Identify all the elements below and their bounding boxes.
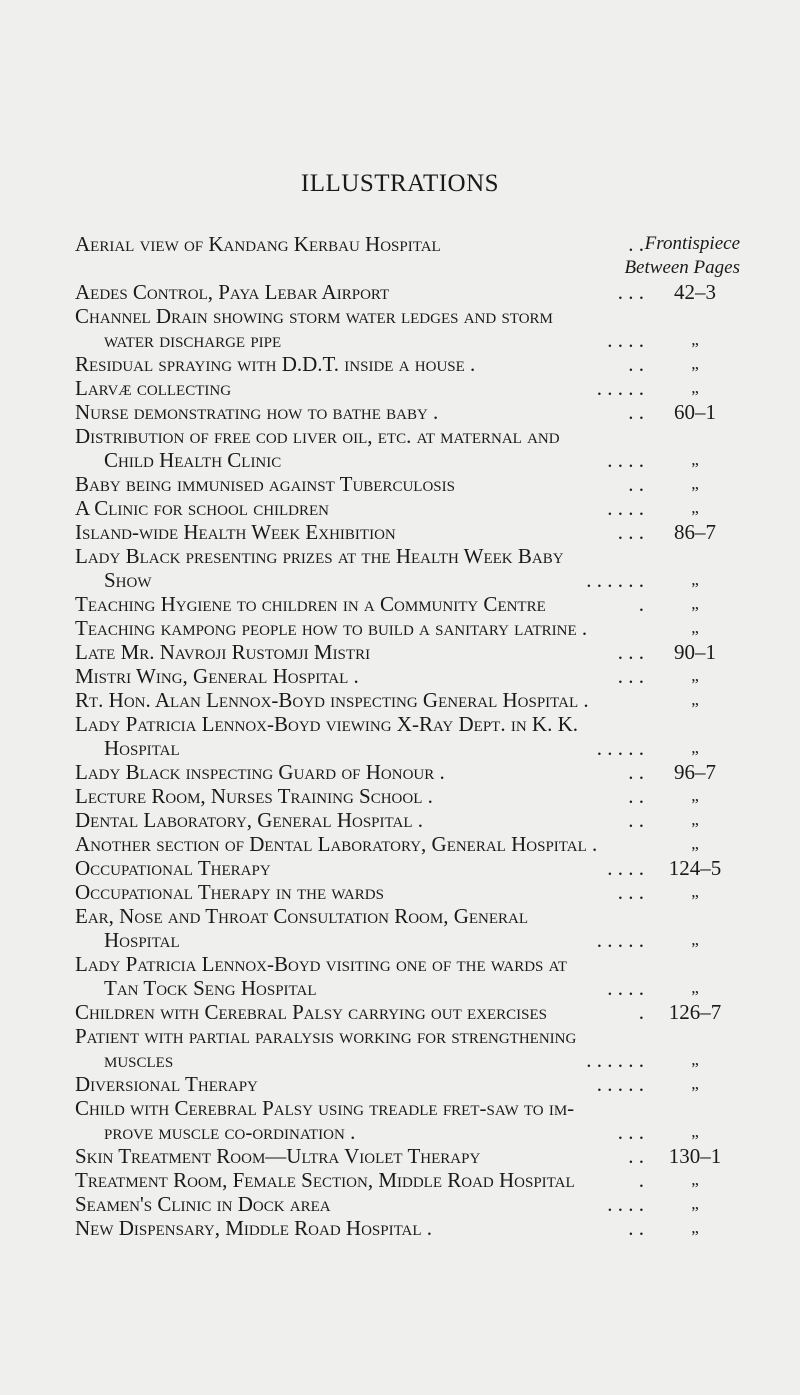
list-item [75, 808, 740, 832]
dot-leader: . . [628, 1216, 644, 1240]
entry-title-line: Child Health Clinic [104, 448, 282, 472]
page-reference: „ [691, 1194, 699, 1213]
entry-title-line: Nurse demonstrating how to bathe baby . [75, 400, 439, 424]
page-reference: „ [691, 450, 699, 469]
list-item [75, 784, 740, 808]
dot-leader: . . . . . . [586, 568, 644, 592]
dot-leader: . . . . [607, 976, 644, 1000]
entry-title-line: New Dispensary, Middle Road Hospital . [75, 1216, 433, 1240]
entry-title-line: Island-wide Health Week Exhibition [75, 520, 396, 544]
page-reference: 42–3 [674, 280, 716, 304]
list-item [75, 400, 740, 424]
entry-title-line: Late Mr. Navroji Rustomji Mistri [75, 640, 371, 664]
between-pages-label: Between Pages [624, 257, 740, 278]
entry-title-line: Child with Cerebral Palsy using treadle fret-saw to im- [75, 1096, 575, 1120]
entry-title-line: Ear, Nose and Throat Consultation Room, General [75, 904, 529, 928]
entry-title-line: Show [104, 568, 152, 592]
entry-title-line: Teaching Hygiene to children in a Community Centre [75, 592, 546, 616]
page-reference: „ [691, 354, 699, 373]
list-item [75, 496, 740, 520]
list-item [75, 352, 740, 376]
dot-leader: . . . [617, 1120, 644, 1144]
dot-leader: . . . . . [596, 736, 644, 760]
dot-leader: . . [628, 1144, 644, 1168]
page-reference: „ [691, 498, 699, 517]
list-item [75, 856, 740, 880]
entry-title-line: Children with Cerebral Palsy carrying out exercises [75, 1000, 548, 1024]
page-reference: 86–7 [674, 520, 716, 544]
page-reference: „ [691, 474, 699, 493]
dot-leader: . . [628, 352, 644, 376]
page-reference: „ [691, 378, 699, 397]
page-reference: „ [691, 330, 699, 349]
dot-leader: . . . . [607, 448, 644, 472]
list-item [75, 424, 740, 472]
entry-title-line: A Clinic for school children [75, 496, 330, 520]
entry-title-line: Lady Patricia Lennox-Boyd visiting one of the wards at [75, 952, 567, 976]
list-item [75, 592, 740, 616]
list-item [75, 1168, 740, 1192]
dot-leader: . . [628, 808, 644, 832]
list-item [75, 616, 740, 640]
entry-title-line: Lecture Room, Nurses Training School . [75, 784, 433, 808]
page-reference: „ [691, 618, 699, 637]
page-reference: „ [691, 978, 699, 997]
dot-leader: . [638, 1000, 644, 1024]
entry-title-line: Tan Tock Seng Hospital [104, 976, 317, 1000]
page-reference: 90–1 [674, 640, 716, 664]
dot-leader: . . [628, 232, 644, 256]
page-reference: „ [691, 810, 699, 829]
dot-leader: . . . . [607, 856, 644, 880]
entry-title-line: Mistri Wing, General Hospital . [75, 664, 359, 688]
entry-title-line: Baby being immunised against Tuberculosis [75, 472, 455, 496]
entry-title-line: Teaching kampong people how to build a sanitary latrine . [75, 616, 588, 640]
dot-leader: . . . . [607, 1192, 644, 1216]
page-reference: „ [691, 690, 699, 709]
entry-title-line: Occupational Therapy [75, 856, 271, 880]
page-reference: 60–1 [674, 400, 716, 424]
list-item [75, 760, 740, 784]
list-item [75, 544, 740, 592]
list-item [75, 1216, 740, 1240]
entry-title-line: Rt. Hon. Alan Lennox-Boyd inspecting General Hospital . [75, 688, 589, 712]
entry-title-line: Aedes Control, Paya Lebar Airport [75, 280, 390, 304]
dot-leader: . . . . . . [586, 1048, 644, 1072]
entry-title-line: Hospital [104, 928, 180, 952]
entry-title-line: Lady Patricia Lennox-Boyd viewing X-Ray Dept. in K. K. [75, 712, 578, 736]
page-reference: „ [691, 834, 699, 853]
entry-title-line: Skin Treatment Room—Ultra Violet Therapy [75, 1144, 481, 1168]
list-item [75, 1000, 740, 1024]
dot-leader: . . . [617, 280, 644, 304]
entry-title-line: Aerial view of Kandang Kerbau Hospital [75, 232, 441, 256]
page-reference: „ [691, 666, 699, 685]
dot-leader: . . . [617, 880, 644, 904]
list-item [75, 376, 740, 400]
entry-title-line: muscles [104, 1048, 174, 1072]
entry-title-line: prove muscle co-ordination . [104, 1120, 356, 1144]
entry-title-line: Patient with partial paralysis working for strengthening [75, 1024, 577, 1048]
page-reference: Frontispiece [644, 233, 740, 254]
entry-title-line: Hospital [104, 736, 180, 760]
page-reference: „ [691, 1218, 699, 1237]
page-reference: „ [691, 570, 699, 589]
entry-title-line: Dental Laboratory, General Hospital . [75, 808, 423, 832]
list-item [75, 952, 740, 1000]
dot-leader: . . . . [607, 328, 644, 352]
page-title: ILLUSTRATIONS [300, 170, 500, 197]
list-item [75, 304, 740, 352]
dot-leader: . . . . . [596, 1072, 644, 1096]
dot-leader: . . [628, 400, 644, 424]
entry-title-line: Occupational Therapy in the wards [75, 880, 384, 904]
entry-title-line: Diversional Therapy [75, 1072, 258, 1096]
page-reference: 126–7 [668, 1000, 722, 1024]
dot-leader: . . . . [607, 496, 644, 520]
list-item [75, 1072, 740, 1096]
entry-title-line: Residual spraying with D.D.T. inside a house . [75, 352, 476, 376]
page-reference: „ [691, 738, 699, 757]
list-item [75, 664, 740, 688]
list-item [75, 1096, 740, 1144]
dot-leader: . . . [617, 640, 644, 664]
page-reference: 130–1 [668, 1144, 722, 1168]
page-reference: „ [691, 1050, 699, 1069]
entry-title-line: Distribution of free cod liver oil, etc. at maternal and [75, 424, 560, 448]
entry-title-line: water discharge pipe [104, 328, 282, 352]
dot-leader: . . [628, 472, 644, 496]
list-item [75, 1192, 740, 1216]
dot-leader: . . . [617, 664, 644, 688]
page-reference: „ [691, 786, 699, 805]
entry-title-line: Larvæ collecting [75, 376, 232, 400]
dot-leader: . . [628, 760, 644, 784]
page-reference: „ [691, 1074, 699, 1093]
page-reference: 96–7 [674, 760, 716, 784]
page-reference: „ [691, 594, 699, 613]
dot-leader: . . . . . [596, 928, 644, 952]
dot-leader: . [638, 592, 644, 616]
dot-leader: . . . . . [596, 376, 644, 400]
entry-title-line: Channel Drain showing storm water ledges and storm [75, 304, 553, 328]
list-item [75, 232, 740, 256]
list-item [75, 688, 740, 712]
list-item [75, 832, 740, 856]
page-reference: 124–5 [668, 856, 722, 880]
entry-title-line: Treatment Room, Female Section, Middle Road Hospital [75, 1168, 575, 1192]
list-item [75, 472, 740, 496]
list-item [75, 1024, 740, 1072]
list-item [75, 712, 740, 760]
page-reference: „ [691, 1170, 699, 1189]
entry-title-line: Seamen's Clinic in Dock area [75, 1192, 331, 1216]
page-reference: „ [691, 930, 699, 949]
dot-leader: . . [628, 784, 644, 808]
list-item [75, 640, 740, 664]
list-item [75, 1144, 740, 1168]
list-item [75, 880, 740, 904]
entry-title-line: Lady Black presenting prizes at the Health Week Baby [75, 544, 564, 568]
dot-leader: . . . [617, 520, 644, 544]
page-reference: „ [691, 882, 699, 901]
entry-title-line: Lady Black inspecting Guard of Honour . [75, 760, 445, 784]
page-reference: „ [691, 1122, 699, 1141]
illustrations-list [75, 232, 740, 1240]
list-item [75, 520, 740, 544]
dot-leader: . [638, 1168, 644, 1192]
list-item [75, 280, 740, 304]
list-item [75, 904, 740, 952]
entry-title-line: Another section of Dental Laboratory, General Hospital . [75, 832, 598, 856]
